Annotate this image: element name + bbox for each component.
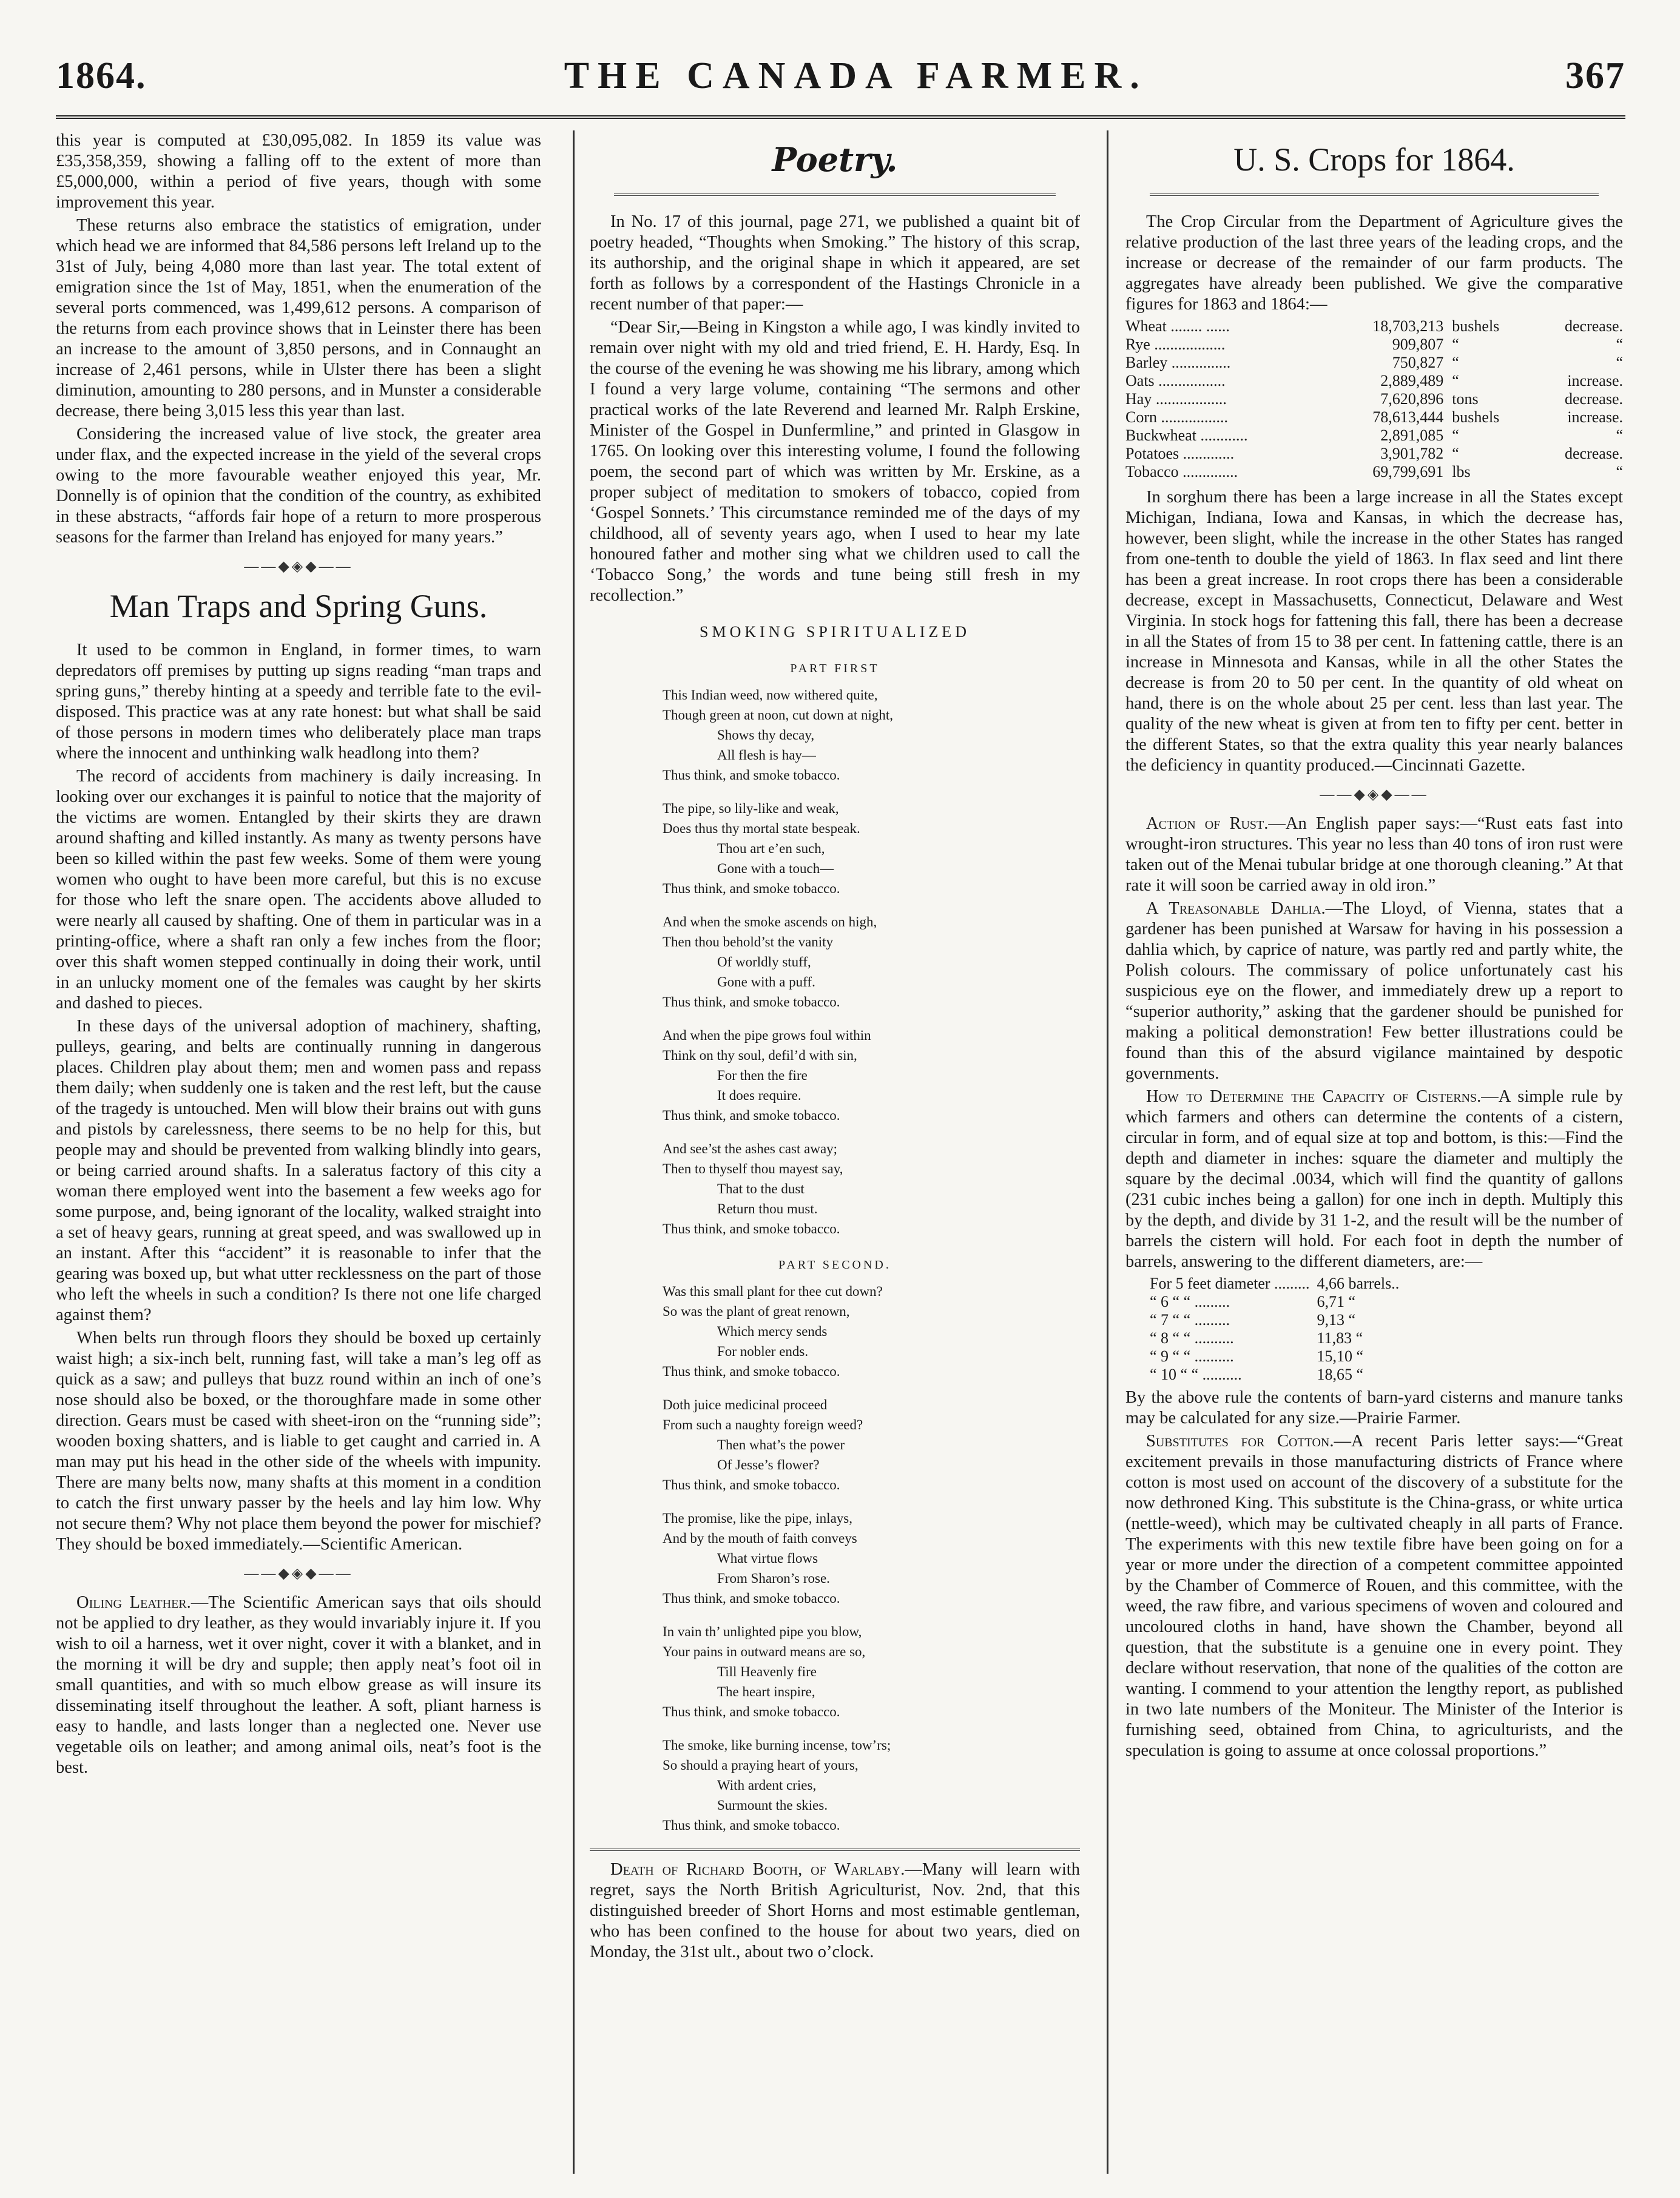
cistern-table bbox=[1150, 1275, 1406, 1384]
run-in-title: How to Determine the Capacity of Cisterns. bbox=[1146, 1087, 1482, 1106]
ornament-separator: ——◆◈◆—— bbox=[244, 1566, 353, 1582]
poem-line: Think on thy soul, defil’d with sin, bbox=[663, 1048, 857, 1063]
paragraph-cisterns bbox=[1125, 1087, 1623, 1272]
paragraph: this year is computed at £30,095,082. In 1859 its value was £35,358,359, showing a falling off to the extent of more than £5,000,000, within a period of five years, though with some improvement this year. bbox=[56, 131, 541, 212]
poem-line: In vain th’ unlighted pipe you blow, bbox=[663, 1624, 862, 1639]
double-rule bbox=[1150, 194, 1599, 196]
poem-stanza bbox=[663, 1735, 1080, 1835]
paragraph-cotton bbox=[1125, 1431, 1623, 1761]
poem-line: Your pains in outward means are so, bbox=[663, 1644, 866, 1659]
paragraph: “Dear Sir,—Being in Kingston a while ago, I was kindly invited to remain over night with my old and tried friend, E. H. Hardy, Esq. In the course of the evening he was showing me his library, among which I found a very large volume, containing “The sermons and other practical works of the late Reverend and learned Mr. Ralph Erskine, Minister of the Gospel in Dunfermline,” and printed in Glasgow in 1765. On looking over this interesting volume, I found the following poem, the second part of which was written by Mr. Erskine, as a proper subject of meditation to smokers of tobacco, copied from ‘Gospel Sonnets.’ This circumstance reminded me of the days of my childhood, all of seventy years ago, when I used to hear my late honoured father and mother sing what we children used to call the ‘Tobacco Song,’ the words and tune being still fresh in my recollection.” bbox=[590, 318, 1080, 605]
poem-line: Which mercy sends bbox=[717, 1324, 828, 1339]
crop-value: 18,703,213 bbox=[1372, 317, 1444, 335]
poem-line: Gone with a touch— bbox=[717, 861, 834, 876]
paragraph: The record of accidents from machinery is daily increasing. In looking over our exchanges it is painful to notice that the majority of the victims are women. Entangled by their skirts they are drawn around shafting and killed instantly. As many as twenty persons have been so killed within the past few weeks. Some of them were young women who ought to have been more careful, but this is no excuse for those who left the snare open. The accidents above alluded to were nearly all caused by shafting. One of them in particular was in a printing-office, where a shaft ran only a few inches from the floor; over this shaft women stepped continually in doing their work, until in an unlucky moment one of the females was caught by her skirts and dashed to pieces. bbox=[56, 767, 541, 1013]
paragraph-death-notice bbox=[590, 1859, 1080, 1963]
poem-line: Till Heavenly fire bbox=[717, 1664, 817, 1679]
poem-line: And when the smoke ascends on high, bbox=[663, 914, 877, 929]
poem-line: Though green at noon, cut down at night, bbox=[663, 707, 894, 723]
poem-line: Thus think, and smoke tobacco. bbox=[663, 994, 840, 1010]
table-row bbox=[1150, 1347, 1406, 1366]
crop-value: 78,613,444 bbox=[1372, 408, 1444, 426]
paragraph-body: —A recent Paris letter says:—“Great excitement prevails in those manufacturing districts of France where cotton is most used on account of the discovery of a substitute for the now dethroned King. This substitute is the China-grass, or white urtica (nettle-weed), which may be cultivated cheaply in all parts of France. The experiments with this new textile fibre have been going on for a year or more under the direction of a competent committee appointed by the Chamber of Commerce of Rouen, and this committee, with the weed, the raw fibre, and various specimens of woven and coloured and uncoloured cloths in hand, have shown the Chamber, beyond all question, that the substitute is a genuine one in every point. They declare without reservation, that none of the qualities of the cotton are wanting. I commend to your attention the lengthy report, as published in two late numbers of the Moniteur. The Minister of the Interior is furnishing seed, obtained from China, to agriculturists, and the speculation is going to assume at once colossal proportions.” bbox=[1125, 1432, 1623, 1760]
masthead-page-number: 367 bbox=[1565, 55, 1625, 96]
crops-table bbox=[1125, 317, 1623, 481]
crop-change: “ bbox=[1616, 335, 1623, 353]
poem-stanza bbox=[663, 1622, 1080, 1722]
run-in-title: Oiling Leather. bbox=[76, 1593, 191, 1612]
poem-line: Shows thy decay, bbox=[717, 727, 815, 743]
crop-unit: “ bbox=[1452, 445, 1459, 462]
crop-name: Corn ................. bbox=[1125, 408, 1228, 426]
poem-part-second bbox=[663, 1281, 1080, 1835]
paragraph-rust bbox=[1125, 814, 1623, 896]
poem-title: SMOKING SPIRITUALIZED bbox=[700, 623, 970, 641]
poem-line: From Sharon’s rose. bbox=[717, 1571, 830, 1586]
cistern-diameter: “ 7 “ “ ......... bbox=[1150, 1311, 1230, 1329]
poem-line: Then thou behold’st the vanity bbox=[663, 934, 834, 949]
crop-change: increase. bbox=[1567, 408, 1623, 426]
poem-line: The smoke, like burning incense, tow’rs; bbox=[663, 1738, 891, 1753]
poem-line: And see’st the ashes cast away; bbox=[663, 1141, 838, 1156]
poem-line: With ardent cries, bbox=[717, 1778, 817, 1793]
poem-line: Then to thyself thou mayest say, bbox=[663, 1161, 843, 1176]
crop-unit: “ bbox=[1452, 354, 1459, 371]
poem-line: And when the pipe grows foul within bbox=[663, 1028, 871, 1043]
crop-unit: tons bbox=[1452, 390, 1479, 408]
cistern-diameter: “ 9 “ “ .......... bbox=[1150, 1347, 1234, 1365]
section-heading-poetry: Poetry. bbox=[772, 140, 898, 179]
poem-line: And by the mouth of faith conveys bbox=[663, 1531, 857, 1546]
cistern-diameter: For 5 feet diameter ......... bbox=[1150, 1275, 1310, 1292]
poem-line: Was this small plant for thee cut down? bbox=[663, 1284, 883, 1299]
crop-change: decrease. bbox=[1565, 445, 1623, 462]
poem-part-first bbox=[663, 685, 1080, 1239]
poem-line: What virtue flows bbox=[717, 1551, 818, 1566]
poem-stanza bbox=[663, 912, 1080, 1012]
crop-name: Hay .................. bbox=[1125, 390, 1227, 408]
poem-line: The heart inspire, bbox=[717, 1684, 815, 1699]
paragraph-dahlia bbox=[1125, 898, 1623, 1084]
poem-stanza bbox=[663, 1025, 1080, 1125]
poem-stanza bbox=[663, 685, 1080, 785]
poem-line: The promise, like the pipe, inlays, bbox=[663, 1511, 852, 1526]
column-rule bbox=[573, 130, 575, 2174]
table-row bbox=[1125, 426, 1623, 445]
poem-line: Surmount the skies. bbox=[717, 1798, 828, 1813]
crop-change: “ bbox=[1616, 463, 1623, 480]
crop-change: increase. bbox=[1567, 372, 1623, 389]
poem-stanza bbox=[663, 1281, 1080, 1381]
cistern-barrels: 15,10 “ bbox=[1317, 1347, 1364, 1365]
table-row bbox=[1150, 1329, 1406, 1347]
masthead bbox=[56, 36, 1625, 119]
crop-name: Wheat ........ ...... bbox=[1125, 317, 1230, 335]
masthead-title: THE CANADA FARMER. bbox=[564, 55, 1148, 96]
crop-name: Oats ................. bbox=[1125, 372, 1226, 389]
poem-line: Thus think, and smoke tobacco. bbox=[663, 1818, 840, 1833]
poem-line: From such a naughty foreign weed? bbox=[663, 1417, 863, 1432]
table-row bbox=[1125, 354, 1623, 372]
crop-change: “ bbox=[1616, 354, 1623, 371]
paragraph: By the above rule the contents of barn-yard cisterns and manure tanks may be calculated for any size.—Prairie Farmer. bbox=[1125, 1388, 1623, 1428]
poem-line: Of Jesse’s flower? bbox=[717, 1457, 820, 1472]
poem-line: Thus think, and smoke tobacco. bbox=[663, 767, 840, 783]
paragraph-body: —An English paper says:—“Rust eats fast into wrought-iron structures. This year no less than 40 tons of iron rust were taken out of the Menai tubular bridge at one thorough cleaning.” At that rate it will soon be carried away in old iron.” bbox=[1125, 814, 1623, 895]
column-rule bbox=[1107, 130, 1108, 2174]
paragraph-oiling-leather bbox=[56, 1593, 541, 1778]
table-row bbox=[1150, 1293, 1406, 1311]
run-in-title: Death of Richard Booth, of Warlaby. bbox=[610, 1860, 905, 1879]
table-row bbox=[1125, 463, 1623, 481]
rule bbox=[590, 1849, 1080, 1851]
paragraph: These returns also embrace the statistics of emigration, under which head we are informed that 84,586 persons left Ireland up to the 31st of July, being 4,080 more than last year. The total extent of emigration since the 1st of May, 1851, when the enumeration of the several ports commenced, was 1,499,612 persons. A comparison of the returns from each province shows that in Leinster there has been an increase to the amount of 3,850 persons, and in Connaught an increase of 2,461 persons, while in Ulster there has been a slight diminution, amounting to 280 persons, and in Munster a considerable decrease, there being 3,015 less this year than last. bbox=[56, 216, 541, 420]
paragraph: In these days of the universal adoption of machinery, shafting, pulleys, gearing, and belts are continually running in dangerous places. Children play about them; men and women pass and repass them daily; when suddenly one is taken and the rest left, but the cause of the tragedy is untouched. Men will blow their brains out with guns and pistols by carelessness, there seems to be no help for this, but people may and should be prevented from walking blindly into gears, or being carried around shafts. In a saleratus factory of this city a woman there employed went into the basement a few weeks ago for some purpose, and, being ignorant of the locality, walked straight into a set of heavy gears, running at great speed, and was swallowed up in an instant. After this “accident” it is reasonable to infer that the gearing was boxed up, but what utter recklessness on the part of those who left the wheels in such a condition? Is there not one life charged against them? bbox=[56, 1017, 541, 1324]
crop-value: 69,799,691 bbox=[1372, 463, 1444, 480]
crop-value: 909,807 bbox=[1392, 335, 1444, 353]
cistern-barrels: 4,66 barrels.. bbox=[1317, 1275, 1400, 1292]
paragraph-body: —Many will learn with regret, says the North British Agriculturist, Nov. 2nd, that this distinguished breeder of Short Horns and most estimable gentleman, who has been confined to the house for about two years, died on Monday, the 31st ult., about two o’clock. bbox=[590, 1860, 1080, 1961]
paragraph: In sorghum there has been a large increase in all the States except Michigan, Indiana, Iowa and Kansas, in which the decrease has, however, been slight, while the increase in the other States has ranged from one-tenth to double the yield of 1863. In flax seed and lint there has been a great increase. In root crops there has been a considerable decrease, except in Massachusetts, Connecticut, Delaware and West Virginia. In stock hogs for fattening this fall, there has been a decrease in all the States of from 15 to 38 per cent. In fattening cattle, there is an increase in Minnesota and Kansas, while in all the other States the decrease is from 20 to 50 per cent. In the quantity of old wheat on hand, there is on the whole about 25 per cent. less than last year. The quality of the new wheat is given at from ten to fifty per cent. better in the different States, so that the extra quality this year nearly balances the deficiency in quantity produced.—Cincinnati Gazette. bbox=[1125, 488, 1623, 775]
poem-line: Thus think, and smoke tobacco. bbox=[663, 1221, 840, 1236]
poem-line: Thou art e’en such, bbox=[717, 841, 825, 856]
run-in-title: A Treasonable Dahlia. bbox=[1146, 899, 1326, 918]
masthead-year: 1864. bbox=[56, 55, 147, 96]
poem-line: This Indian weed, now withered quite, bbox=[663, 687, 878, 703]
poem-line: Thus think, and smoke tobacco. bbox=[663, 1108, 840, 1123]
cistern-diameter: “ 8 “ “ .......... bbox=[1150, 1329, 1234, 1347]
poem-line: Thus think, and smoke tobacco. bbox=[663, 881, 840, 896]
table-row bbox=[1125, 408, 1623, 426]
poem-stanza bbox=[663, 798, 1080, 898]
crop-name: Tobacco .............. bbox=[1125, 463, 1238, 480]
crop-value: 2,891,085 bbox=[1380, 426, 1444, 444]
poem-line: Thus think, and smoke tobacco. bbox=[663, 1591, 840, 1606]
poem-line: Doth juice medicinal proceed bbox=[663, 1397, 828, 1412]
table-row bbox=[1125, 445, 1623, 463]
paragraph: It used to be common in England, in former times, to warn depredators off premises by putting up signs reading “man traps and spring guns,” thereby hinting at a speedy and terrible fate to the evil-disposed. This practice was at any rate honest: but what shall be said of those persons in modern times who deliberately place man traps where the innocent and unthinking walk headlong into them? bbox=[56, 641, 541, 763]
paragraph-body: —The Lloyd, of Vienna, states that a gardener has been punished at Warsaw for having in his possession a dahlia which, by caprice of nature, was partly red and partly white, the Polish colours. The commissary of police unfortunately cast his suspicious eye on the flower, and immediately drew up a report to “superior authority,” asking that the gardener should be punished for making a political demonstration! Few better illustrations could be found than this of the absurd vigilance maintained by despotic governments. bbox=[1125, 899, 1623, 1083]
crop-value: 750,827 bbox=[1392, 354, 1444, 371]
paragraph: The Crop Circular from the Department of Agriculture gives the relative production of the last three years of the leading crops, and the increase or decrease of the remainder of our farm products. The aggregates have already been published. We give the comparative figures for 1863 and 1864:— bbox=[1125, 212, 1623, 314]
crop-change: decrease. bbox=[1565, 317, 1623, 335]
run-in-title: Substitutes for Cotton. bbox=[1146, 1432, 1334, 1451]
poem-line: Thus think, and smoke tobacco. bbox=[663, 1477, 840, 1492]
crop-name: Buckwheat ............ bbox=[1125, 426, 1248, 444]
poem-line: Gone with a puff. bbox=[717, 974, 815, 989]
table-row bbox=[1125, 372, 1623, 390]
crop-unit: “ bbox=[1452, 335, 1459, 353]
crop-unit: “ bbox=[1452, 426, 1459, 444]
paragraph: Considering the increased value of live stock, the greater area under flax, and the expected increase in the yield of the several crops owing to the more favourable weather enjoyed this year, Mr. Donnelly is of opinion that the condition of the country, as exhibited in these abstracts, “affords fair hope of a return to more prosperous seasons for the farmer than Ireland has enjoyed for many years.” bbox=[56, 425, 541, 547]
crop-value: 2,889,489 bbox=[1380, 372, 1444, 389]
poem-line: Return thou must. bbox=[717, 1201, 818, 1216]
ornament-separator: ——◆◈◆—— bbox=[244, 559, 353, 575]
crop-name: Barley ............... bbox=[1125, 354, 1231, 371]
article-heading-man-traps: Man Traps and Spring Guns. bbox=[109, 588, 488, 624]
poem-part-label: PART SECOND. bbox=[778, 1258, 891, 1272]
crop-value: 7,620,896 bbox=[1380, 390, 1444, 408]
poem-stanza bbox=[663, 1395, 1080, 1495]
column-2 bbox=[590, 130, 1080, 2174]
cistern-barrels: 9,13 “ bbox=[1317, 1311, 1356, 1329]
table-row bbox=[1150, 1275, 1406, 1293]
cistern-diameter: “ 10 “ “ .......... bbox=[1150, 1366, 1242, 1383]
poem-line: The pipe, so lily-like and weak, bbox=[663, 801, 839, 816]
cistern-diameter: “ 6 “ “ ......... bbox=[1150, 1293, 1230, 1310]
crop-unit: bushels bbox=[1452, 317, 1500, 335]
poem-line: Thus think, and smoke tobacco. bbox=[663, 1704, 840, 1719]
crop-name: Rye .................. bbox=[1125, 335, 1226, 353]
table-row bbox=[1150, 1366, 1406, 1384]
poem-line: For then the fire bbox=[717, 1068, 808, 1083]
poem-line: Of worldly stuff, bbox=[717, 954, 811, 969]
crop-change: “ bbox=[1616, 426, 1623, 444]
poem-line: For nobler ends. bbox=[717, 1344, 809, 1359]
double-rule bbox=[614, 194, 1056, 196]
poem-line: All flesh is hay— bbox=[717, 747, 816, 763]
paragraph: When belts run through floors they should be boxed up certainly waist high; a six-inch belt, running fast, will take a man’s leg off as quick as a saw; and pulleys that buzz round within an inch of one’s nose should also be boxed, or the thoroughfare made in some other direction. Gears must be cased with sheet-iron on the “running side”; wooden boxing shatters, and is liable to get caught and carried in. A man may put his head in the other side of the wheels with impunity. There are many belts now, many shafts at this moment in a condition to catch the first unwary passer by the heels and lay him low. Why not secure them? Why not place them beyond the power for mischief? They should be boxed immediately.—Scientific American. bbox=[56, 1329, 541, 1554]
column-1 bbox=[56, 130, 541, 2174]
cistern-barrels: 11,83 “ bbox=[1317, 1329, 1363, 1347]
crop-unit: bushels bbox=[1452, 408, 1500, 426]
paragraph: In No. 17 of this journal, page 271, we published a quaint bit of poetry headed, “Thoughts when Smoking.” The history of this scrap, its authorship, and the original shape in which it appeared, are set forth as follows by a correspondent of the Hastings Chronicle in a recent number of that paper:— bbox=[590, 212, 1080, 314]
paragraph-body: —The Scientific American says that oils should not be applied to dry leather, as they would invariably injure it. If you wish to oil a harness, wet it over night, cover it with a blanket, and in the morning it will be dry and supple; then apply neat’s foot oil in small quantities, and with so much elbow grease as will insure its disseminating itself throughout the leather. A soft, pliant harness is easy to handle, and lasts longer than a neglected one. Never use vegetable oils on leather; and among animal oils, neat’s foot is the best. bbox=[56, 1593, 541, 1777]
poem-part-label: PART FIRST bbox=[790, 662, 880, 675]
poem-line: That to the dust bbox=[717, 1181, 805, 1196]
crop-change: decrease. bbox=[1565, 390, 1623, 408]
poem-line: It does require. bbox=[717, 1088, 801, 1103]
table-row bbox=[1125, 390, 1623, 408]
article-heading-us-crops: U. S. Crops for 1864. bbox=[1233, 141, 1515, 178]
cistern-barrels: 18,65 “ bbox=[1317, 1366, 1364, 1383]
poem-line: Then what’s the power bbox=[717, 1437, 845, 1452]
table-row bbox=[1125, 335, 1623, 354]
crop-value: 3,901,782 bbox=[1380, 445, 1444, 462]
table-row bbox=[1150, 1311, 1406, 1329]
crop-unit: lbs bbox=[1452, 463, 1471, 480]
poem-line: Thus think, and smoke tobacco. bbox=[663, 1364, 840, 1379]
poem-stanza bbox=[663, 1508, 1080, 1608]
paragraph-body: —A simple rule by which farmers and others can determine the contents of a cistern, circular in form, and of equal size at top and bottom, is this:—Find the depth and diameter in inches: square the diameter and multiply the square by the decimal .0034, which will find the quantity of gallons (231 cubic inches being a gallon) for one inch in depth. Multiply this by the depth, and divide by 31 1-2, and the result will be the number of barrels the cistern will hold. For each foot in depth the number of barrels, answering to the different diameters, are:— bbox=[1125, 1087, 1623, 1271]
poem-line: So was the plant of great renown, bbox=[663, 1304, 850, 1319]
table-row bbox=[1125, 317, 1623, 335]
crop-unit: “ bbox=[1452, 372, 1459, 389]
cistern-barrels: 6,71 “ bbox=[1317, 1293, 1356, 1310]
crop-name: Potatoes ............. bbox=[1125, 445, 1235, 462]
poem-line: Does thus thy mortal state bespeak. bbox=[663, 821, 860, 836]
ornament-separator: ——◆◈◆—— bbox=[1320, 787, 1429, 803]
poem-line: So should a praying heart of yours, bbox=[663, 1758, 859, 1773]
run-in-title: Action of Rust. bbox=[1146, 814, 1269, 833]
column-3 bbox=[1125, 130, 1623, 2174]
poem-stanza bbox=[663, 1139, 1080, 1239]
